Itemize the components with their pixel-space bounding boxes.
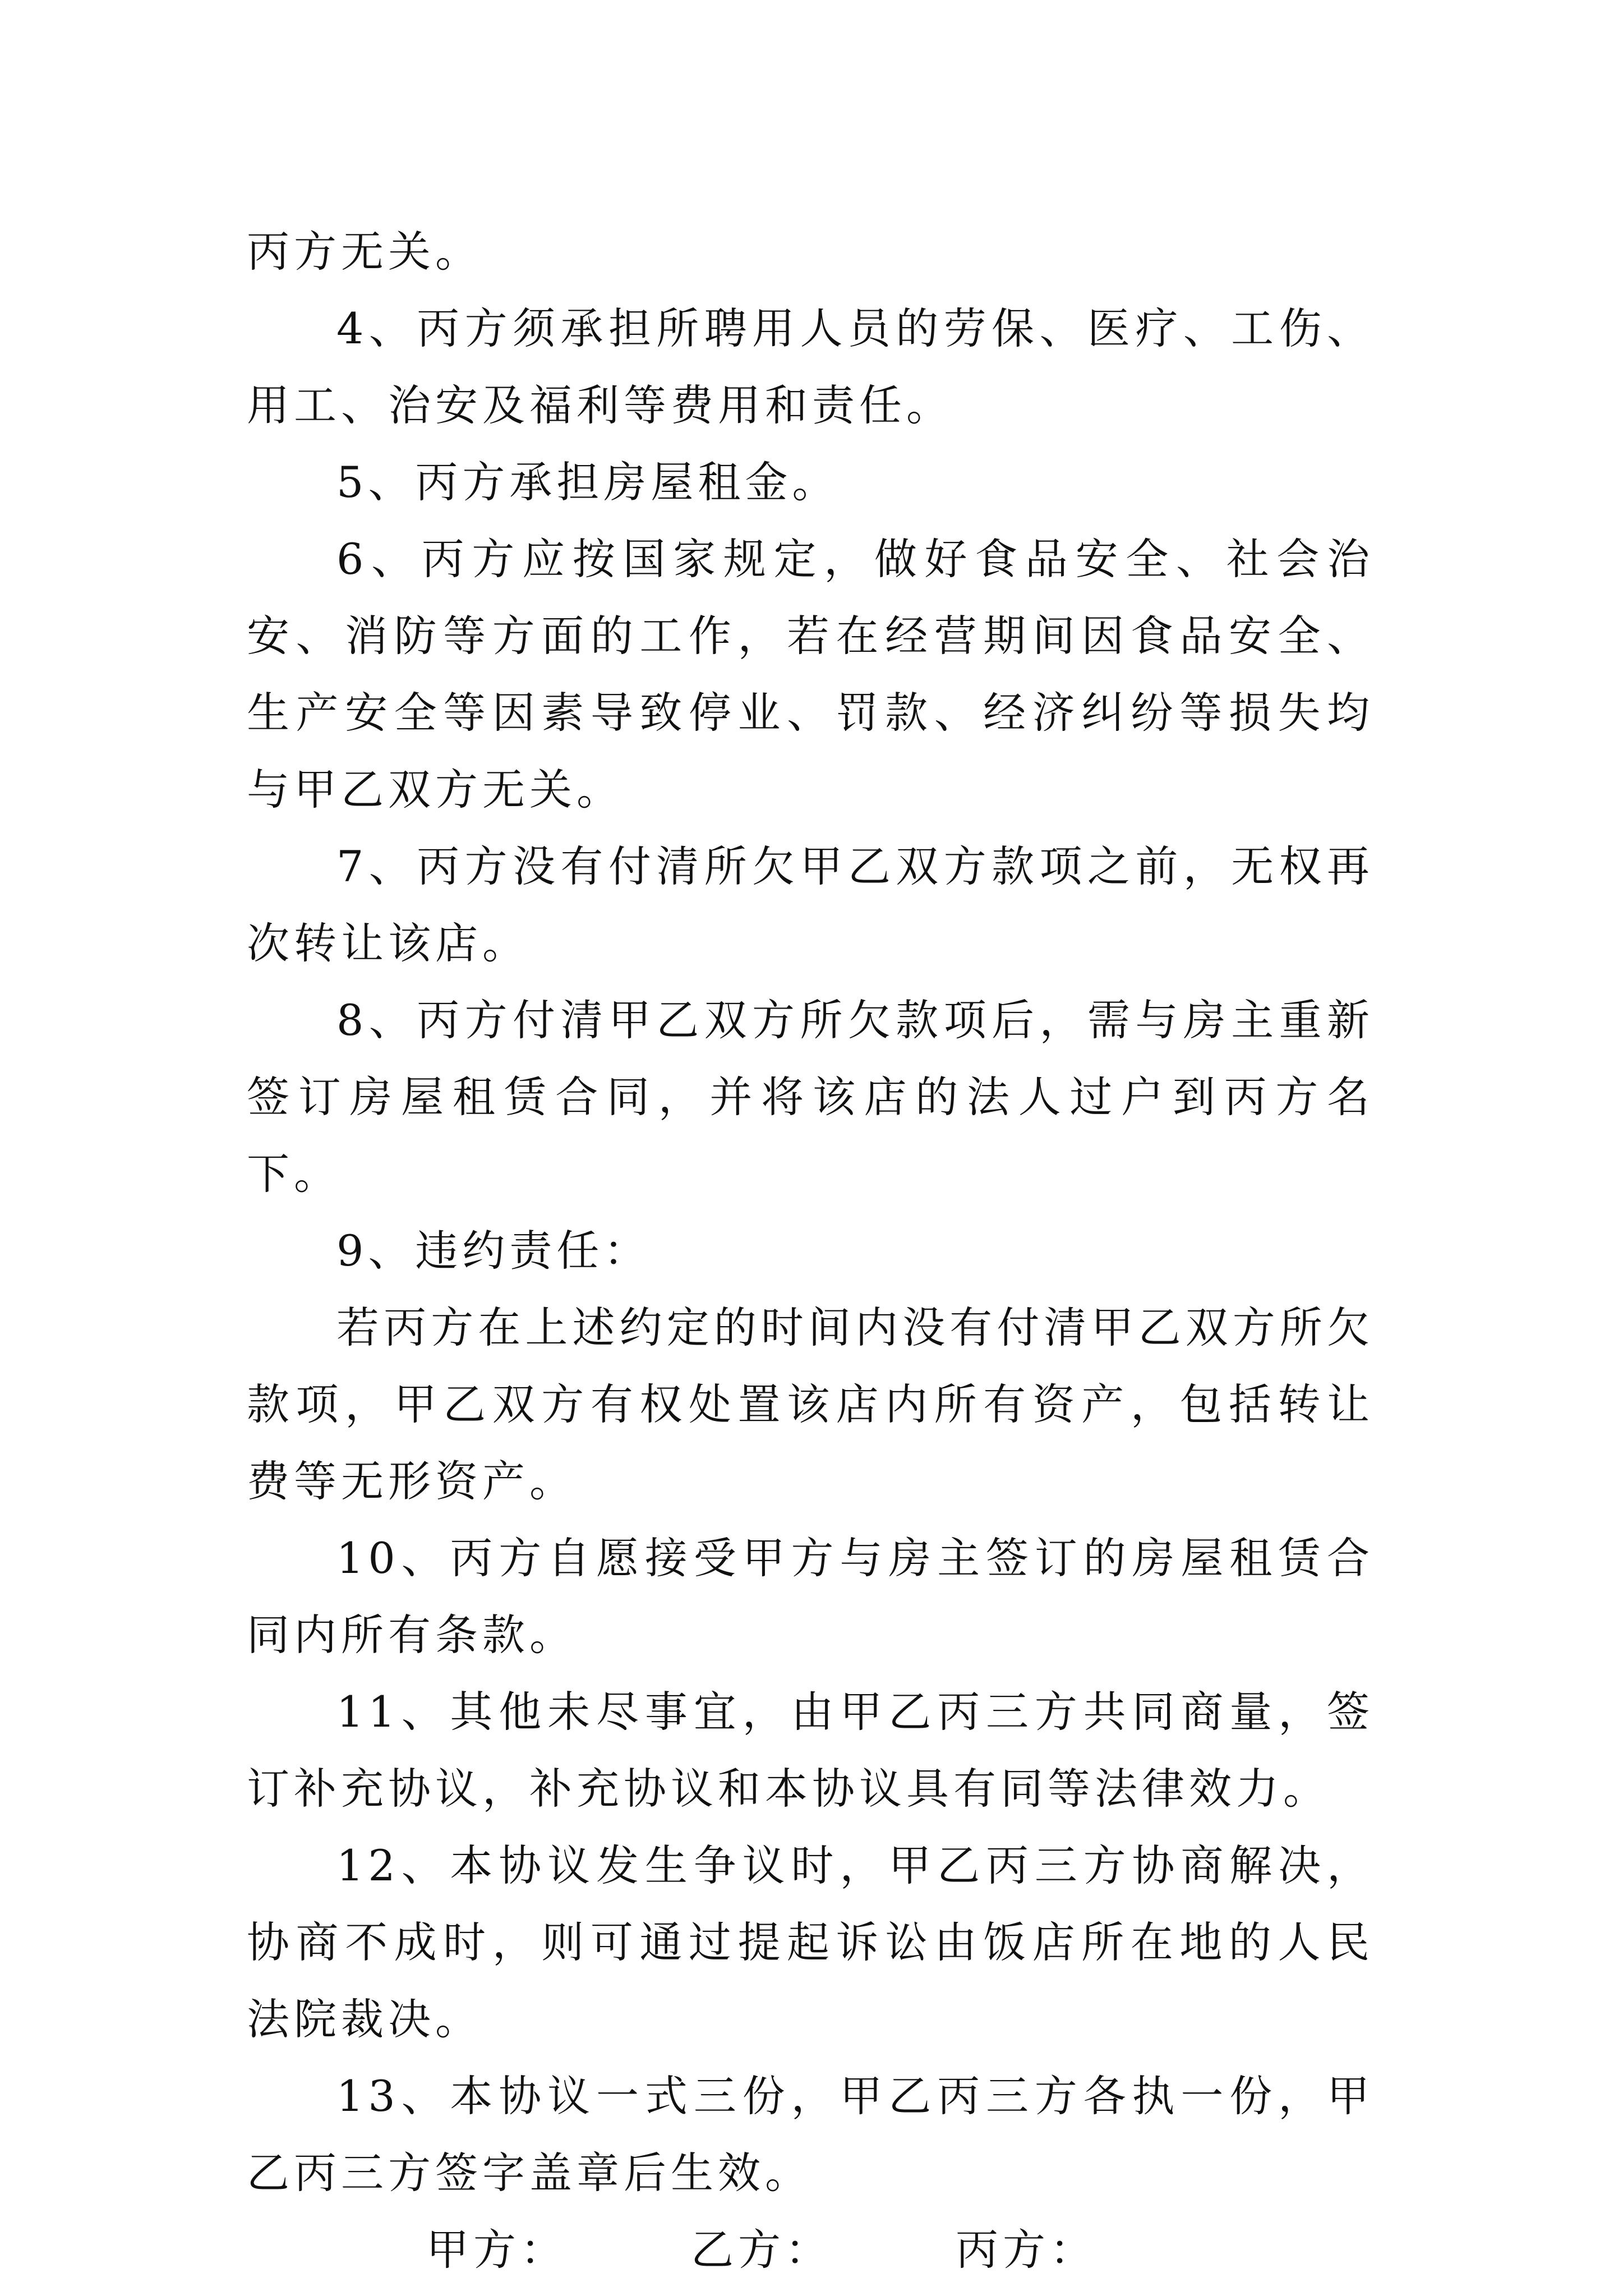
clause-8: 8、丙方付清甲乙双方所欠款项后，需与房主重新签订房屋租赁合同，并将该店的法人过户到丙方名下。 [247, 995, 1374, 1199]
party-b-signature-label: 乙方： [691, 2225, 832, 2275]
clause-12: 12、本协议发生争议时，甲乙丙三方协商解决，协商不成时，则可通过提起诉讼由饭店所在地的人民法院裁决。 [247, 1841, 1374, 2044]
clause-11: 11、其他未尽事宜，由甲乙丙三方共同商量，签订补充协议，补充协议和本协议具有同等法律效力。 [247, 1687, 1374, 1814]
clause-10: 10、丙方自愿接受甲方与房主签订的房屋租赁合同内所有条款。 [247, 1533, 1374, 1660]
party-c-signature-label: 丙方： [956, 2225, 1097, 2275]
paragraph-continuation: 丙方无关。 [247, 227, 482, 277]
clause-9-heading: 9、违约责任： [336, 1226, 651, 1276]
clause-7: 7、丙方没有付清所欠甲乙双方款项之前，无权再次转让该店。 [247, 841, 1374, 968]
document-page [247, 213, 1374, 2288]
clause-13: 13、本协议一式三份，甲乙丙三方各执一份，甲乙丙三方签字盖章后生效。 [247, 2071, 1374, 2198]
clause-6: 6、丙方应按国家规定，做好食品安全、社会治安、消防等方面的工作，若在经营期间因食品安全、生产安全等因素导致停业、罚款、经济纠纷等损失均与甲乙双方无关。 [247, 534, 1374, 815]
clause-9-body: 若丙方在上述约定的时间内没有付清甲乙双方所欠款项，甲乙双方有权处置该店内所有资产，包括转让费等无形资产。 [247, 1303, 1374, 1506]
party-a-signature-label: 甲方： [426, 2225, 568, 2275]
clause-4: 4、丙方须承担所聘用人员的劳保、医疗、工伤、用工、治安及福利等费用和责任。 [247, 303, 1374, 430]
signature-line [247, 2211, 1374, 2288]
clause-5: 5、丙方承担房屋租金。 [336, 457, 840, 507]
